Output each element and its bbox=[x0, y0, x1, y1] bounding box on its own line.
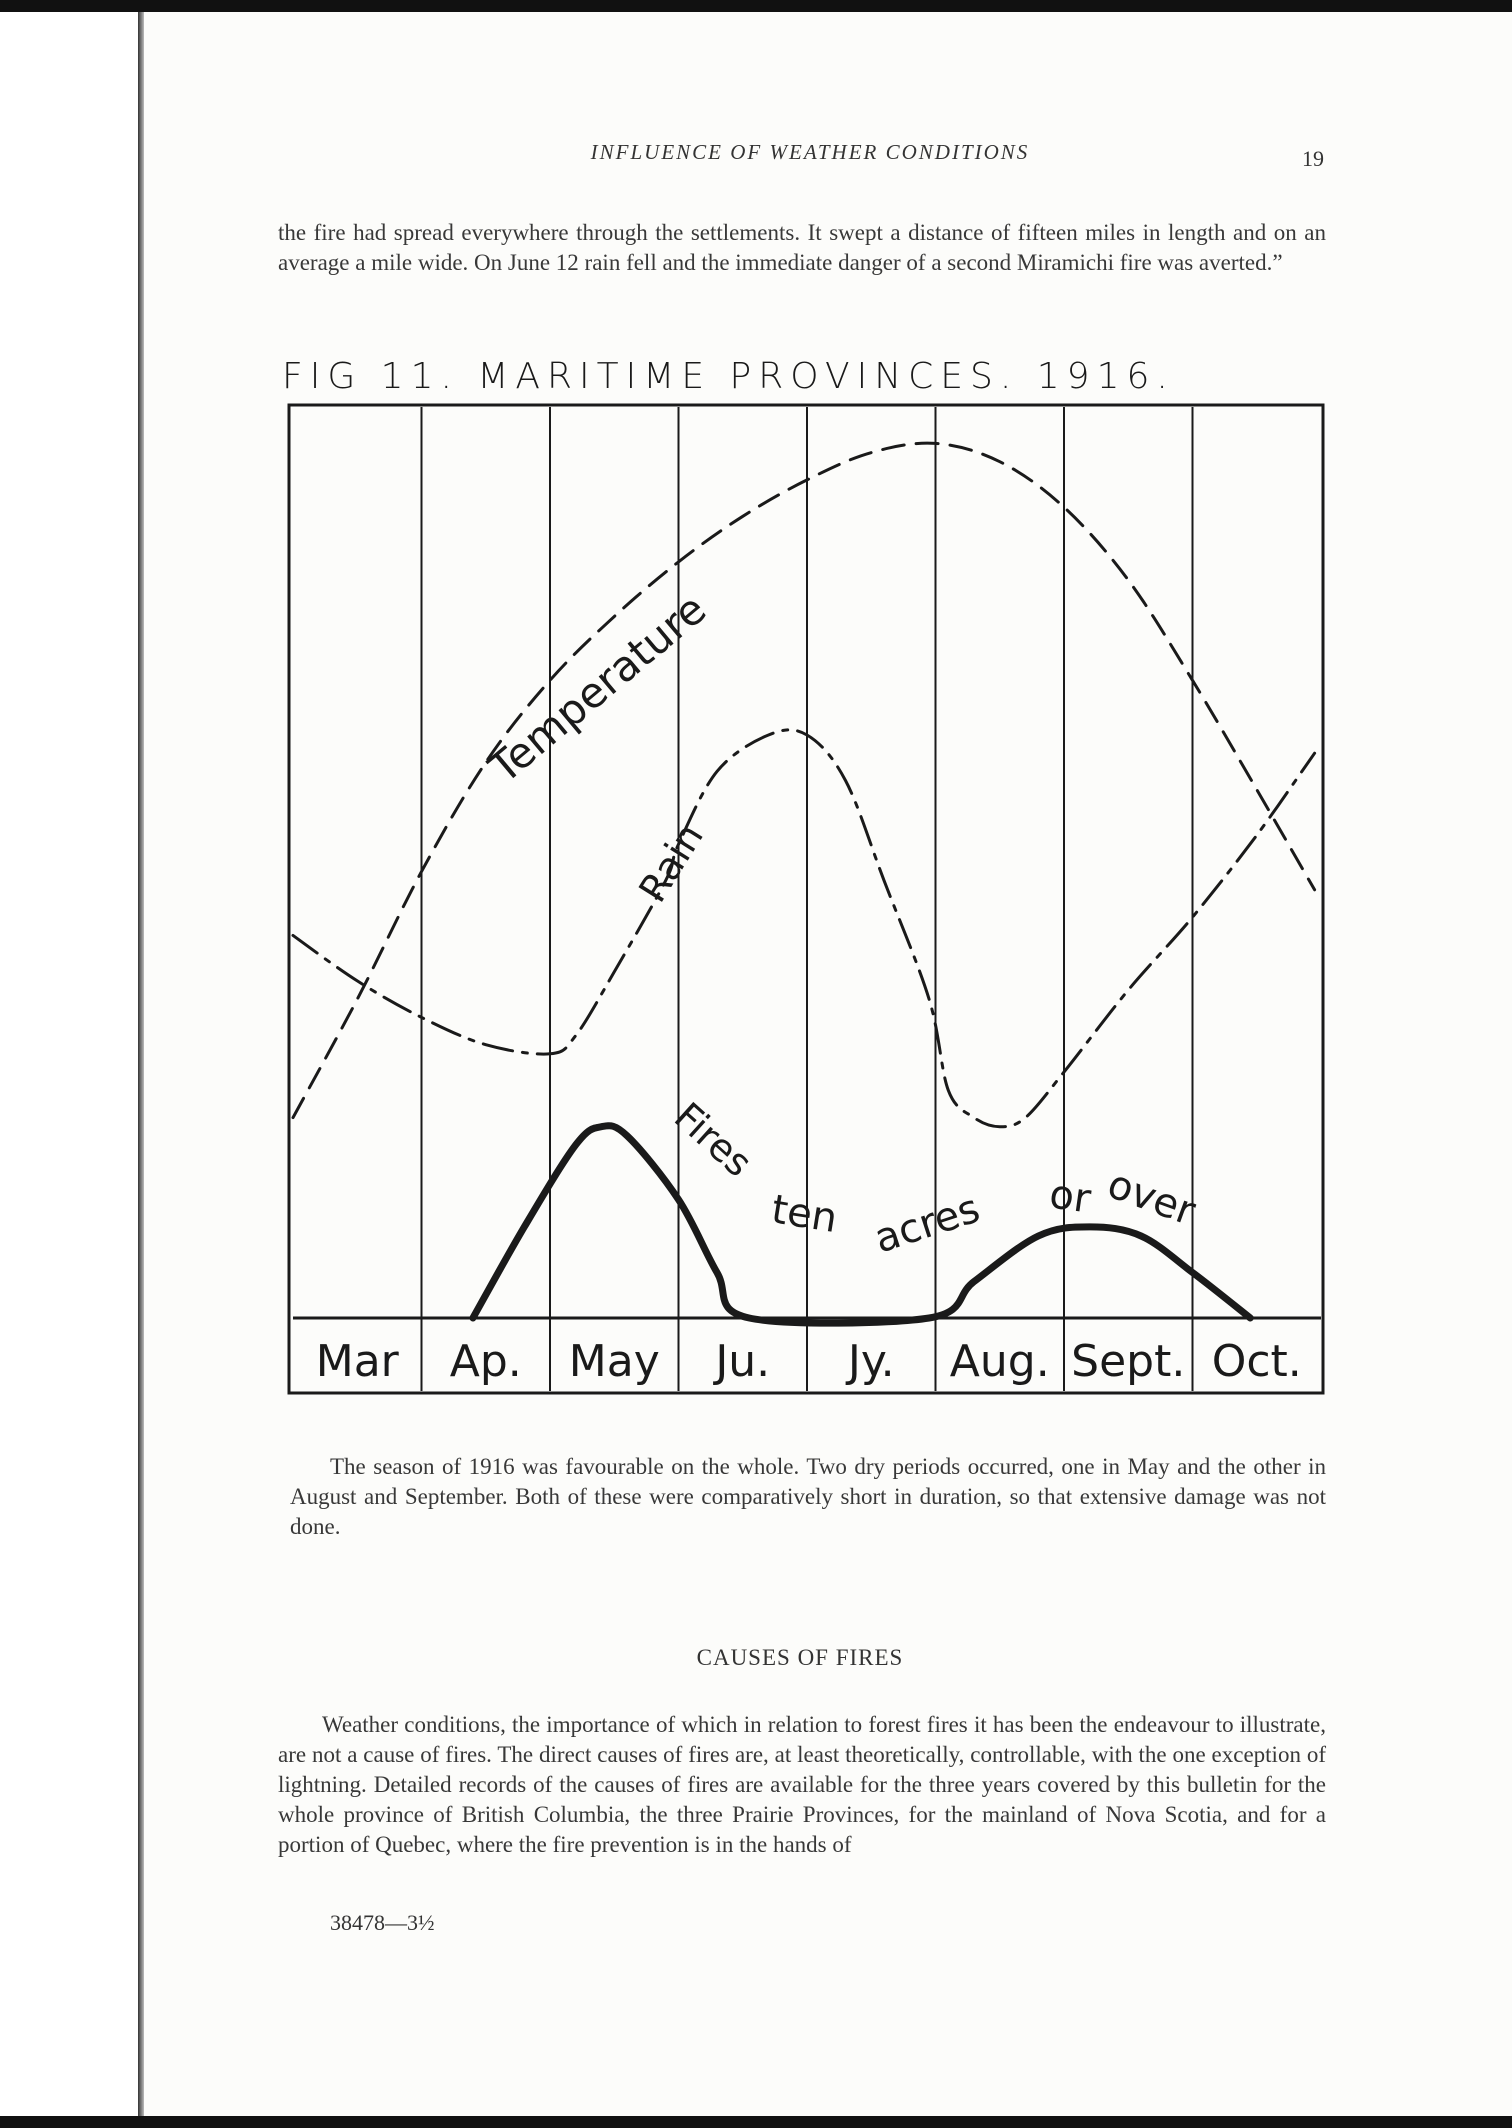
figure-discussion-paragraph: The season of 1916 was favourable on the whole. Two dry periods occurred, one in May and the other in August and September. Both of these were comparatively short in duration, so that extensive damage was not done. bbox=[290, 1454, 1326, 1539]
series-line-rain bbox=[293, 730, 1315, 1127]
series-inline-labels bbox=[479, 584, 1201, 1262]
running-head: INFLUENCE OF WEATHER CONDITIONS bbox=[590, 140, 1030, 164]
series-label-fires-part2: ten bbox=[768, 1186, 841, 1243]
series-line-temperature bbox=[293, 443, 1315, 1117]
series-label-fires-part4: or bbox=[1046, 1171, 1094, 1223]
month-label: May bbox=[568, 1336, 660, 1387]
series-label-fires-part3: acres bbox=[868, 1185, 986, 1263]
figure-title: FIG 11. MARITIME PROVINCES. 1916. bbox=[282, 356, 1175, 397]
series-label-rain: Rain bbox=[630, 815, 712, 910]
month-label: Jy. bbox=[847, 1336, 895, 1387]
month-label: Aug. bbox=[949, 1336, 1050, 1387]
month-label: Ap. bbox=[449, 1336, 522, 1387]
month-label: Sept. bbox=[1071, 1336, 1186, 1387]
series-label-fires-part5: over bbox=[1101, 1161, 1202, 1235]
month-label: Mar bbox=[315, 1336, 399, 1387]
series-label-fires-part1: Fires bbox=[665, 1093, 761, 1186]
causes-paragraph: Weather conditions, the importance of which in relation to forest fires it has been the endeavour to illustrate, are not a cause of fires. The direct causes of fires are, at least theoretically, controllable, with the one exception of lightning. Detailed records of the causes of fires are available for the three years covered by this bulletin for the whole province of British Columbia, the three Prairie Provinces, for the mainland of Nova Scotia, and for a portion of Quebec, where the fire prevention is in the hands of bbox=[278, 1712, 1326, 1857]
page-number: 19 bbox=[1302, 146, 1324, 171]
top-paragraph: the fire had spread everywhere through the settlements. It swept a distance of fifteen miles in length and on an average a mile wide. On June 12 rain fell and the immediate danger of a second Miramichi fire was averted.” bbox=[278, 220, 1326, 275]
series-line-fires-ten-acres-or-over bbox=[473, 1126, 1250, 1323]
month-label: Ju. bbox=[715, 1336, 771, 1387]
footer-signature-code: 38478—3½ bbox=[330, 1910, 435, 1935]
month-label: Oct. bbox=[1211, 1336, 1302, 1387]
section-heading: CAUSES OF FIRES bbox=[696, 1645, 904, 1670]
series-label-temperature: Temperature bbox=[479, 584, 716, 793]
month-gridlines bbox=[422, 407, 1193, 1391]
